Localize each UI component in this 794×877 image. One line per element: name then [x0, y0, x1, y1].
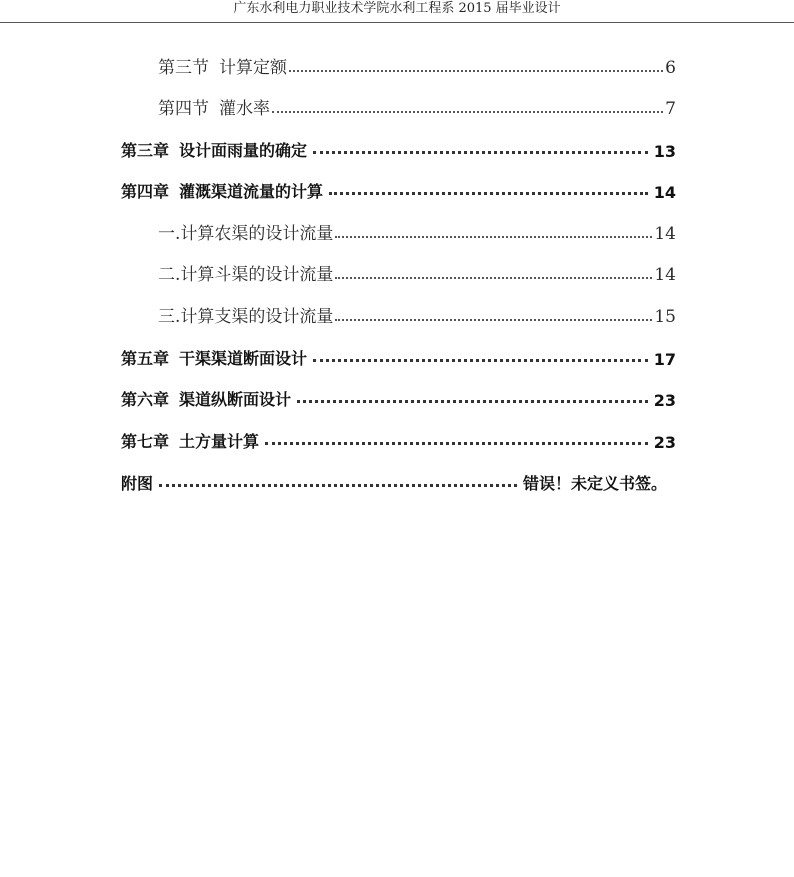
toc-dot-leader [289, 70, 663, 72]
toc-entry-title: 计算定额 [219, 58, 287, 78]
toc-entry-title: 一.计算农渠的设计流量 [158, 224, 334, 244]
toc-entry-title: 灌溉渠道流量的计算 [179, 182, 324, 201]
toc-entry-number: 第三章 [121, 141, 170, 160]
toc-dot-leader [335, 319, 652, 321]
toc-entry-page: 6 [665, 58, 676, 78]
toc-entry-title: 附图 [121, 474, 154, 493]
toc-dot-leader [159, 484, 517, 487]
toc-entry-title: 二.计算斗渠的设计流量 [158, 265, 334, 285]
toc-dot-leader [272, 111, 663, 113]
toc-dot-leader [329, 192, 648, 195]
toc-entry-page: 15 [654, 307, 676, 327]
toc-entry-chapter-5[interactable] [121, 341, 676, 369]
toc-dot-leader [297, 400, 648, 403]
toc-entry-page: 13 [653, 142, 676, 161]
toc-entry-number: 第七章 [121, 432, 170, 451]
toc-entry-number: 第五章 [121, 349, 170, 368]
toc-entry-chapter-7[interactable] [121, 424, 676, 452]
toc-entry-number: 第四章 [121, 182, 170, 201]
toc-entry-page: 14 [654, 224, 676, 244]
toc-entry-subsection-2[interactable] [158, 257, 676, 285]
toc-entry-page: 23 [653, 391, 676, 410]
toc-entry-appendix-figures[interactable] [121, 466, 667, 494]
toc-entry-chapter-4[interactable] [121, 174, 676, 202]
toc-entry-number: 第三节 [158, 58, 209, 78]
toc-entry-page: 7 [665, 99, 676, 119]
toc-dot-leader [335, 277, 652, 279]
toc-dot-leader [313, 359, 648, 362]
toc-entry-chapter-6[interactable] [121, 382, 676, 410]
toc-entry-chapter-3[interactable] [121, 133, 676, 161]
toc-entry-title: 土方量计算 [179, 432, 260, 451]
toc-entry-page: 17 [653, 350, 676, 369]
toc-dot-leader [265, 442, 648, 445]
toc-entry-title: 渠道纵断面设计 [179, 390, 292, 409]
toc-dot-leader [335, 236, 652, 238]
toc-entry-page: 23 [653, 433, 676, 452]
page-header: 广东水利电力职业技术学院水利工程系 2015 届毕业设计 [0, 0, 794, 23]
toc-entry-title: 干渠渠道断面设计 [179, 349, 308, 368]
toc-entry-title: 三.计算支渠的设计流量 [158, 307, 334, 327]
toc-entry-page: 14 [653, 183, 676, 202]
toc-dot-leader [313, 151, 648, 154]
toc-entry-subsection-1[interactable] [158, 216, 676, 244]
toc-entry-page: 14 [654, 265, 676, 285]
toc-entry-subsection-3[interactable] [158, 299, 676, 327]
toc-entry-title: 灌水率 [219, 99, 270, 119]
toc-entry-page-error: 错误！未定义书签。 [522, 474, 667, 493]
toc-entry-section-3[interactable] [158, 50, 676, 78]
toc-entry-number: 第六章 [121, 390, 170, 409]
toc-entry-title: 设计面雨量的确定 [179, 141, 308, 160]
toc-entry-section-4[interactable] [158, 91, 676, 119]
toc-entry-number: 第四节 [158, 99, 209, 119]
